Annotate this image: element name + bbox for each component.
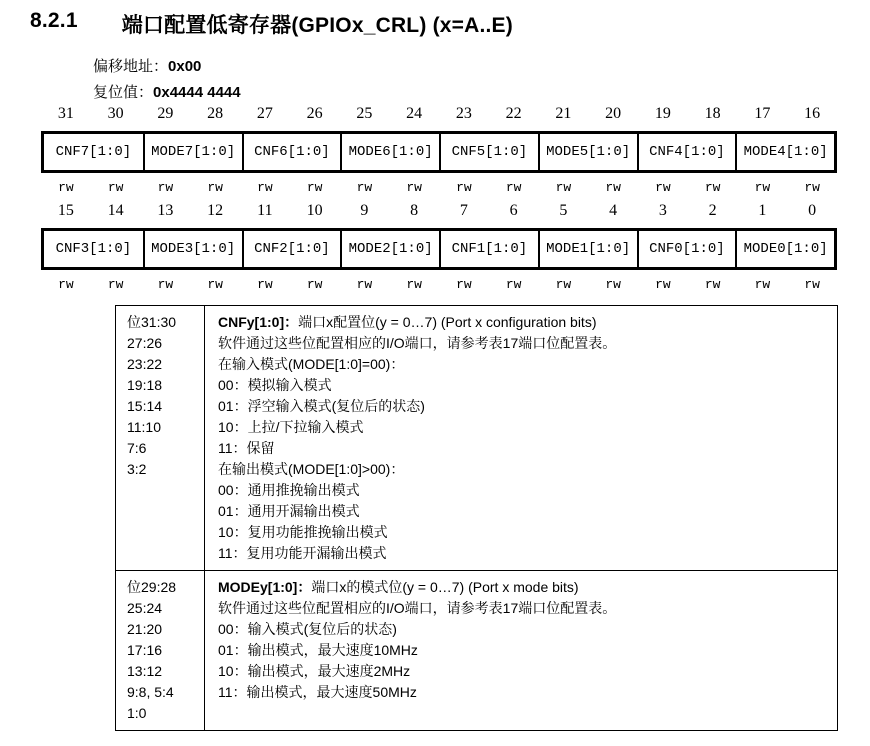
access-label: rw (207, 180, 223, 195)
register-field-cell: CNF4[1:0] (637, 134, 736, 170)
bit-number: 31 (57, 105, 74, 122)
description-table (115, 305, 838, 731)
bit-number: 10 (306, 202, 323, 219)
register-field-cell: MODE3[1:0] (143, 231, 242, 267)
bit-number: 22 (505, 105, 522, 122)
bit-number: 15 (57, 202, 74, 219)
bit-number: 2 (708, 202, 717, 219)
access-label: rw (456, 180, 472, 195)
bit-number: 27 (256, 105, 273, 122)
field-name: MODEy[1:0]： (218, 579, 312, 595)
access-label: rw (107, 277, 124, 292)
bit-number: 12 (207, 202, 224, 219)
register-field-cell: MODE2[1:0] (340, 231, 439, 267)
bit-number: 21 (555, 105, 572, 122)
description-line: 00：输入模式(复位后的状态) (218, 621, 397, 637)
description-line: 01：浮空输入模式(复位后的状态) (218, 398, 425, 414)
bit-number: 4 (609, 202, 618, 219)
access-label: rw (655, 180, 671, 195)
description-row-mode (116, 570, 837, 730)
description-line: 11：保留 (218, 440, 275, 456)
bit-number: 29 (157, 105, 174, 122)
bit-range: 13:12 (127, 663, 163, 679)
description-line: 11：复用功能开漏输出模式 (218, 545, 387, 561)
access-label: rw (157, 277, 174, 292)
bit-number: 24 (406, 105, 423, 122)
access-label: rw (257, 277, 273, 292)
description-line: 00：模拟输入模式 (218, 377, 332, 393)
access-label: rw (804, 277, 820, 292)
register-field-cell: CNF6[1:0] (242, 134, 341, 170)
access-label: rw (406, 180, 422, 195)
bit-range: 位29:28 (127, 579, 177, 595)
bit-range: 11:10 (127, 419, 161, 435)
bit-number: 14 (107, 202, 124, 219)
section-number: 8.2.1 (30, 9, 78, 32)
bit-range: 19:18 (127, 377, 163, 393)
description-lines (218, 333, 829, 564)
description-line: 11：输出模式，最大速度50MHz (218, 684, 417, 700)
page-title: 端口配置低寄存器(GPIOx_CRL) (x=A..E) (121, 14, 513, 37)
bit-number: 20 (605, 105, 622, 122)
description-line: 10：复用功能推挽输出模式 (218, 524, 388, 540)
access-label: rw (257, 180, 273, 195)
access-label: rw (754, 277, 771, 292)
bit-number: 11 (257, 202, 273, 219)
offset-address-line (93, 55, 201, 76)
access-label: rw (356, 277, 373, 292)
access-label: rw (157, 180, 174, 195)
bit-range: 位31:30 (127, 314, 177, 330)
register-table-high (41, 131, 837, 173)
field-title: 端口x配置位(y = 0…7) (Port x configuration bits) (298, 314, 597, 330)
bit-number: 18 (704, 105, 721, 122)
register-field-cell: CNF0[1:0] (637, 231, 736, 267)
bit-range-list (116, 571, 205, 730)
access-label: rw (704, 277, 721, 292)
bit-number: 17 (754, 105, 771, 122)
description-title-line (218, 577, 829, 598)
access-label: rw (356, 180, 373, 195)
register-field-cell: MODE1[1:0] (538, 231, 637, 267)
access-row-high (41, 180, 837, 198)
register-field-cell: MODE0[1:0] (735, 231, 834, 267)
reset-value-line (93, 81, 241, 102)
bit-number: 16 (804, 105, 821, 122)
bit-number-row-high (41, 105, 837, 125)
bit-number: 1 (758, 202, 767, 219)
bit-number: 0 (808, 202, 817, 219)
field-description (205, 571, 837, 730)
access-label: rw (754, 180, 771, 195)
description-line: 01：通用开漏输出模式 (218, 503, 360, 519)
bit-number: 28 (207, 105, 224, 122)
description-lines (218, 598, 829, 703)
access-row-low (41, 277, 837, 295)
register-field-cell: CNF5[1:0] (439, 134, 538, 170)
access-label: rw (207, 277, 223, 292)
bit-number: 9 (360, 202, 369, 219)
access-label: rw (406, 277, 422, 292)
bit-range: 1:0 (127, 705, 147, 721)
description-line: 10：输出模式，最大速度2MHz (218, 663, 411, 679)
reset-value-label: 复位值： (93, 84, 154, 101)
access-label: rw (555, 180, 572, 195)
bit-range: 25:24 (127, 600, 163, 616)
section-heading (30, 9, 513, 39)
bit-number: 26 (306, 105, 323, 122)
register-field-cell: CNF1[1:0] (439, 231, 538, 267)
register-table-low (41, 228, 837, 270)
register-field-cell: MODE5[1:0] (538, 134, 637, 170)
description-line: 在输入模式(MODE[1:0]=00)： (218, 356, 405, 372)
bit-range: 21:20 (127, 621, 163, 637)
description-line: 软件通过这些位配置相应的I/O端口，请参考表17端口位配置表。 (218, 600, 617, 616)
access-label: rw (306, 180, 323, 195)
description-line: 软件通过这些位配置相应的I/O端口，请参考表17端口位配置表。 (218, 335, 617, 351)
access-label: rw (804, 180, 820, 195)
bit-number: 19 (654, 105, 671, 122)
description-title-line (218, 312, 829, 333)
register-field-cell: MODE7[1:0] (143, 134, 242, 170)
bit-number: 25 (356, 105, 373, 122)
bit-number: 3 (658, 202, 667, 219)
field-title: 端口x的模式位(y = 0…7) (Port x mode bits) (311, 579, 579, 595)
register-field-cell: CNF7[1:0] (55, 144, 132, 160)
bit-range: 3:2 (127, 461, 147, 477)
access-label: rw (306, 277, 323, 292)
access-label: rw (58, 180, 74, 195)
bit-number: 7 (459, 202, 468, 219)
bit-number: 6 (509, 202, 518, 219)
description-line: 00：通用推挽输出模式 (218, 482, 360, 498)
access-label: rw (456, 277, 472, 292)
description-line: 在输出模式(MODE[1:0]>00)： (218, 461, 405, 477)
field-description (205, 306, 837, 570)
bit-number: 30 (107, 105, 124, 122)
reset-value-value: 0x4444 4444 (153, 84, 241, 101)
register-field-cell: CNF3[1:0] (55, 241, 132, 257)
bit-range: 27:26 (127, 335, 163, 351)
offset-address-label: 偏移地址： (93, 58, 169, 75)
offset-address-value: 0x00 (168, 58, 202, 75)
access-label: rw (704, 180, 721, 195)
bit-number: 8 (410, 202, 419, 219)
bit-range-list (116, 306, 205, 570)
access-label: rw (555, 277, 572, 292)
access-label: rw (505, 277, 522, 292)
description-line: 01：输出模式，最大速度10MHz (218, 642, 418, 658)
field-name: CNFy[1:0]： (218, 314, 299, 330)
bit-range: 15:14 (127, 398, 163, 414)
bit-range: 9:8, 5:4 (127, 684, 174, 700)
bit-number: 13 (157, 202, 174, 219)
bit-range: 23:22 (127, 356, 163, 372)
register-field-cell: MODE4[1:0] (735, 134, 834, 170)
access-label: rw (655, 277, 671, 292)
access-label: rw (605, 180, 621, 195)
access-label: rw (107, 180, 124, 195)
access-label: rw (605, 277, 621, 292)
bit-range: 7:6 (127, 440, 147, 456)
bit-number: 5 (559, 202, 568, 219)
bit-number: 23 (455, 105, 472, 122)
access-label: rw (505, 180, 522, 195)
description-line: 10：上拉/下拉输入模式 (218, 419, 364, 435)
access-label: rw (58, 277, 74, 292)
register-field-cell: MODE6[1:0] (340, 134, 439, 170)
bit-number-row-low (41, 202, 837, 222)
register-field-cell: CNF2[1:0] (242, 231, 341, 267)
bit-range: 17:16 (127, 642, 163, 658)
description-row-cnf (116, 306, 837, 570)
